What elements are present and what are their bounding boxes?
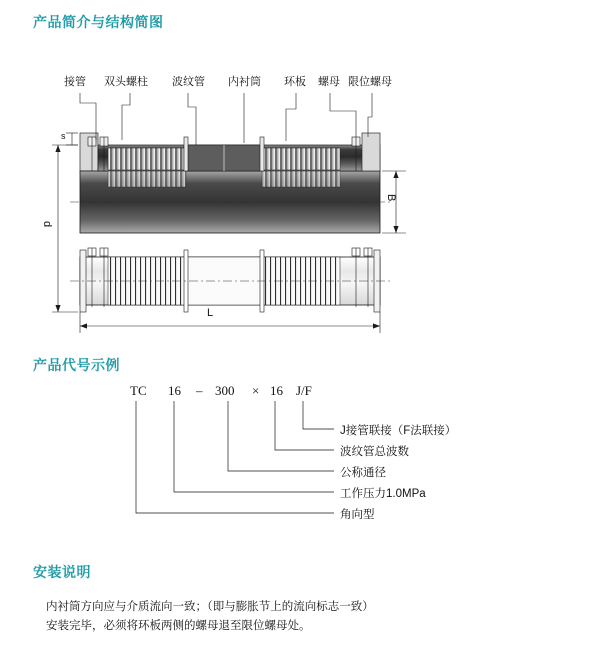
code-legend-type: 角向型 [340,509,375,521]
code-legend-connect: J接管联接（F法联接） [340,425,457,437]
code-token-diameter: 300 [215,383,235,398]
callout-label-nut: 螺母 [318,76,340,88]
code-token-times: × [252,383,260,398]
code-token-type: TC [130,383,147,398]
code-token-waves: 16 [270,383,283,398]
section-title-code: 产品代号示例 [33,357,120,373]
product-code-diagram [0,375,600,545]
structure-diagram [0,45,600,345]
install-notes [46,598,566,636]
callout-label-nozzle: 接管 [64,76,86,88]
code-legend-pressure: 工作压力1.0MPa [340,488,426,500]
dim-label-L: L [207,307,214,319]
code-legend-diameter: 公称通径 [340,467,386,479]
callout-leaders [80,93,372,145]
callout-label-double-stud: 双头螺柱 [104,76,148,88]
section-title-structure: 产品简介与结构简图 [33,14,164,30]
callout-label-liner: 内衬筒 [228,76,261,88]
callout-label-bellows: 波纹管 [172,76,205,88]
callout-label-ring-plate: 环板 [284,76,306,88]
dim-label-s: s [61,131,66,141]
install-note-line-1: 内衬筒方向应与介质流向一致；（即与膨胀节上的流向标志一致） [46,601,374,613]
code-token-connect: J/F [296,383,312,398]
callout-label-limit-nut: 限位螺母 [348,76,392,88]
install-note-line-2: 安装完毕，必须将环板两侧的螺母退至限位螺母处。 [46,620,311,632]
dim-label-d: d [41,221,53,228]
section-title-install: 安装说明 [33,564,91,580]
code-token-dash: – [196,383,203,398]
structure-diagram-svg [0,45,600,345]
code-token-pressure: 16 [168,383,181,398]
code-legend-waves: 波纹管总波数 [340,446,409,458]
code-leader-lines [0,375,600,545]
dim-label-B: B [385,194,397,202]
